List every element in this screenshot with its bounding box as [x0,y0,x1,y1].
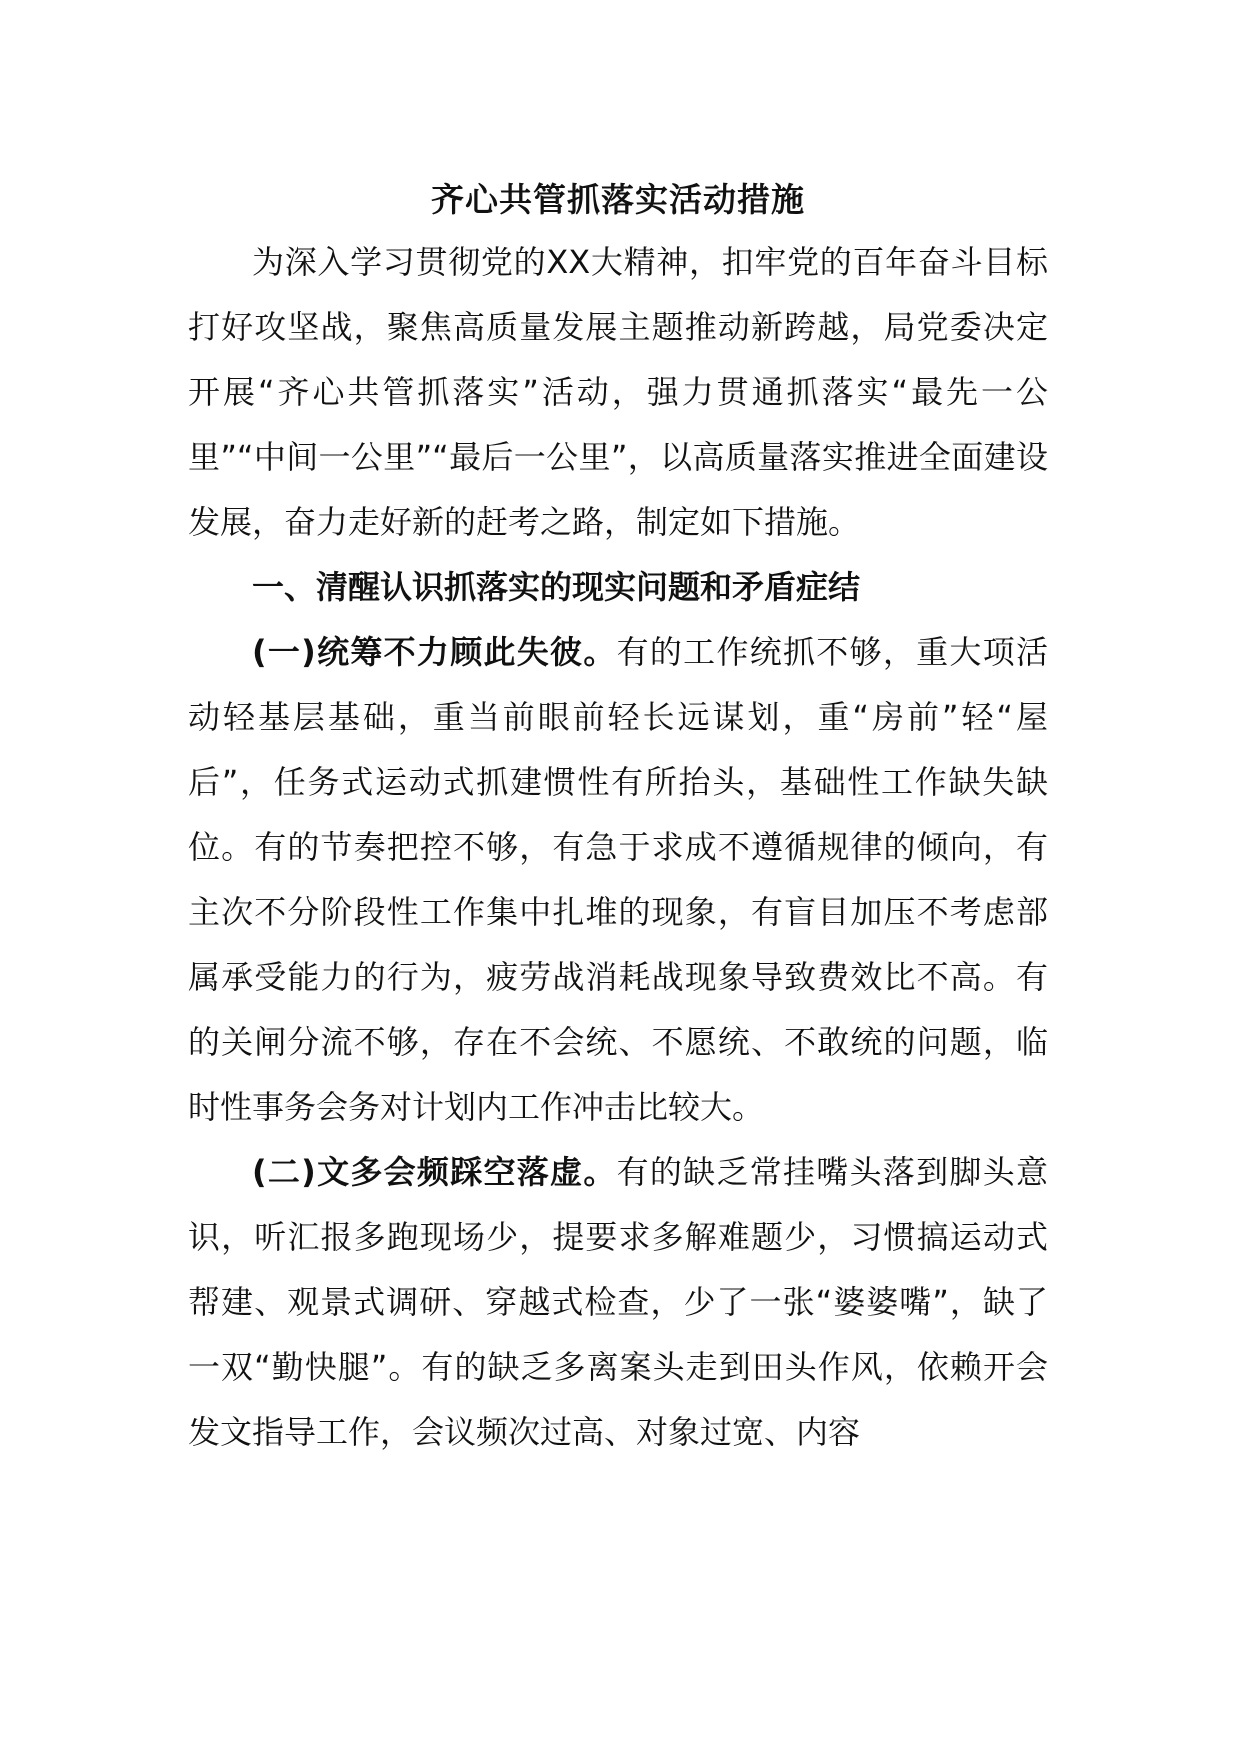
document-body [188,170,1048,1465]
item-paragraph-2 [188,1140,1048,1465]
item-lead-2: (二)文多会频踩空落虚。 [252,1153,617,1191]
intro-paragraph: 为深入学习贯彻党的XX大精神，扣牢党的百年奋斗目标打好攻坚战，聚焦高质量发展主题推动新跨越，局党委决定开展“齐心共管抓落实”活动，强力贯通抓落实“最先一公里”“中间一公里”“最后一公里”，以高质量落实推进全面建设发展，奋力走好新的赶考之路，制定如下措施。 [188,243,1048,541]
section-heading: 一、清醒认识抓落实的现实问题和矛盾症结 [252,568,861,606]
item-paragraph-1 [188,620,1048,1140]
item-text-2: 有的缺乏常挂嘴头落到脚头意识，听汇报多跑现场少，提要求多解难题少，习惯搞运动式帮建、观景式调研、穿越式检查，少了一张“婆婆嘴”，缺了一双“勤快腿”。有的缺乏多离案头走到田头作风，依赖开会发文指导工作，会议频次过高、对象过宽、内容 [188,1153,1048,1451]
document-title: 齐心共管抓落实活动措施 [431,180,805,219]
item-text-1: 有的工作统抓不够，重大项活动轻基层基础，重当前眼前轻长远谋划，重“房前”轻“屋后”，任务式运动式抓建惯性有所抬头，基础性工作缺失缺位。有的节奏把控不够，有急于求成不遵循规律的倾向，有主次不分阶段性工作集中扎堆的现象，有盲目加压不考虑部属承受能力的行为，疲劳战消耗战现象导致费效比不高。有的关闸分流不够，存在不会统、不愿统、不敢统的问题，临时性事务会务对计划内工作冲击比较大。 [188,633,1048,1126]
item-lead-1: (一)统筹不力顾此失彼。 [252,633,617,671]
